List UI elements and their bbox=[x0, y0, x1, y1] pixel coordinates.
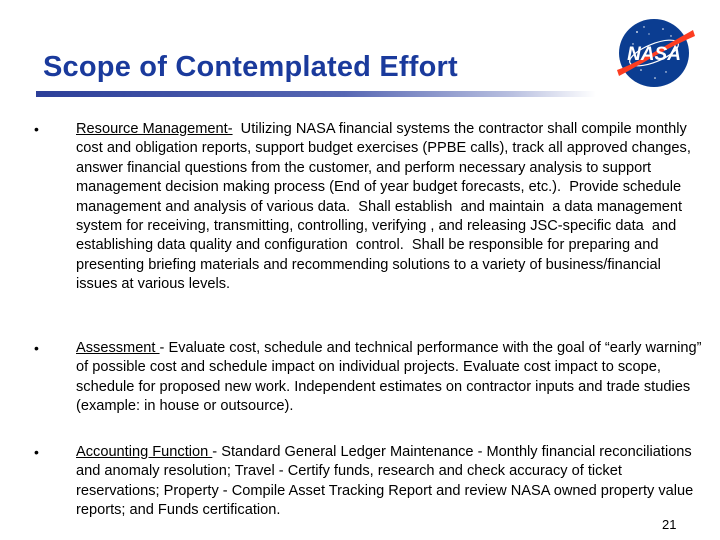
bullet-body: - Standard General Ledger Maintenance - Monthly financial reconciliations and anomaly resolution; Travel - Certify funds, research and check accuracy of ticket reservations; Property - Compile Asset Tracking Report and review NASA owned property value reports; and Funds certification. bbox=[76, 444, 694, 519]
bullet-body: Utilizing NASA financial systems the contractor shall compile monthly cost and obligation reports, support budget exercises (PPBE calls), track all approved changes, answer financial questions from the customer, and perform necessary analysis to support management decision making process (End of year budget forecasts, etc.). Provide schedule management and analysis of various data. Shall establish and maintain a data management system for receiving, transmitting, controlling, verifying , and releasing JSC-specific data and establishing data quality and configuration control. Shall be responsible for preparing and presenting briefing materials and recommending solutions to a variety of business/financial issues at various levels. bbox=[76, 121, 695, 293]
bullet-term: Assessment bbox=[76, 340, 160, 356]
bullet-marker: • bbox=[34, 444, 39, 460]
bullet-text bbox=[76, 120, 702, 295]
title-underline-rule bbox=[36, 91, 596, 97]
bullet-marker: • bbox=[34, 121, 39, 137]
bullet-body: - Evaluate cost, schedule and technical performance with the goal of “early warning” of possible cost and schedule impact on individual projects. Evaluate cost impact to scope, schedule for proposed new work. Independent estimates on contractor inputs and trade studies (example: in house or outsource). bbox=[76, 340, 702, 415]
logo-wordmark: NASA bbox=[627, 44, 681, 65]
bullet-text bbox=[76, 339, 702, 417]
bullet-term: Accounting Function bbox=[76, 444, 213, 460]
slide-title: Scope of Contemplated Effort bbox=[43, 51, 458, 83]
bullet-text bbox=[76, 443, 702, 521]
bullet-marker: • bbox=[34, 340, 39, 356]
bullet-term: Resource Management- bbox=[76, 121, 233, 137]
nasa-meatball-logo bbox=[611, 14, 697, 92]
page-number: 21 bbox=[662, 517, 677, 532]
